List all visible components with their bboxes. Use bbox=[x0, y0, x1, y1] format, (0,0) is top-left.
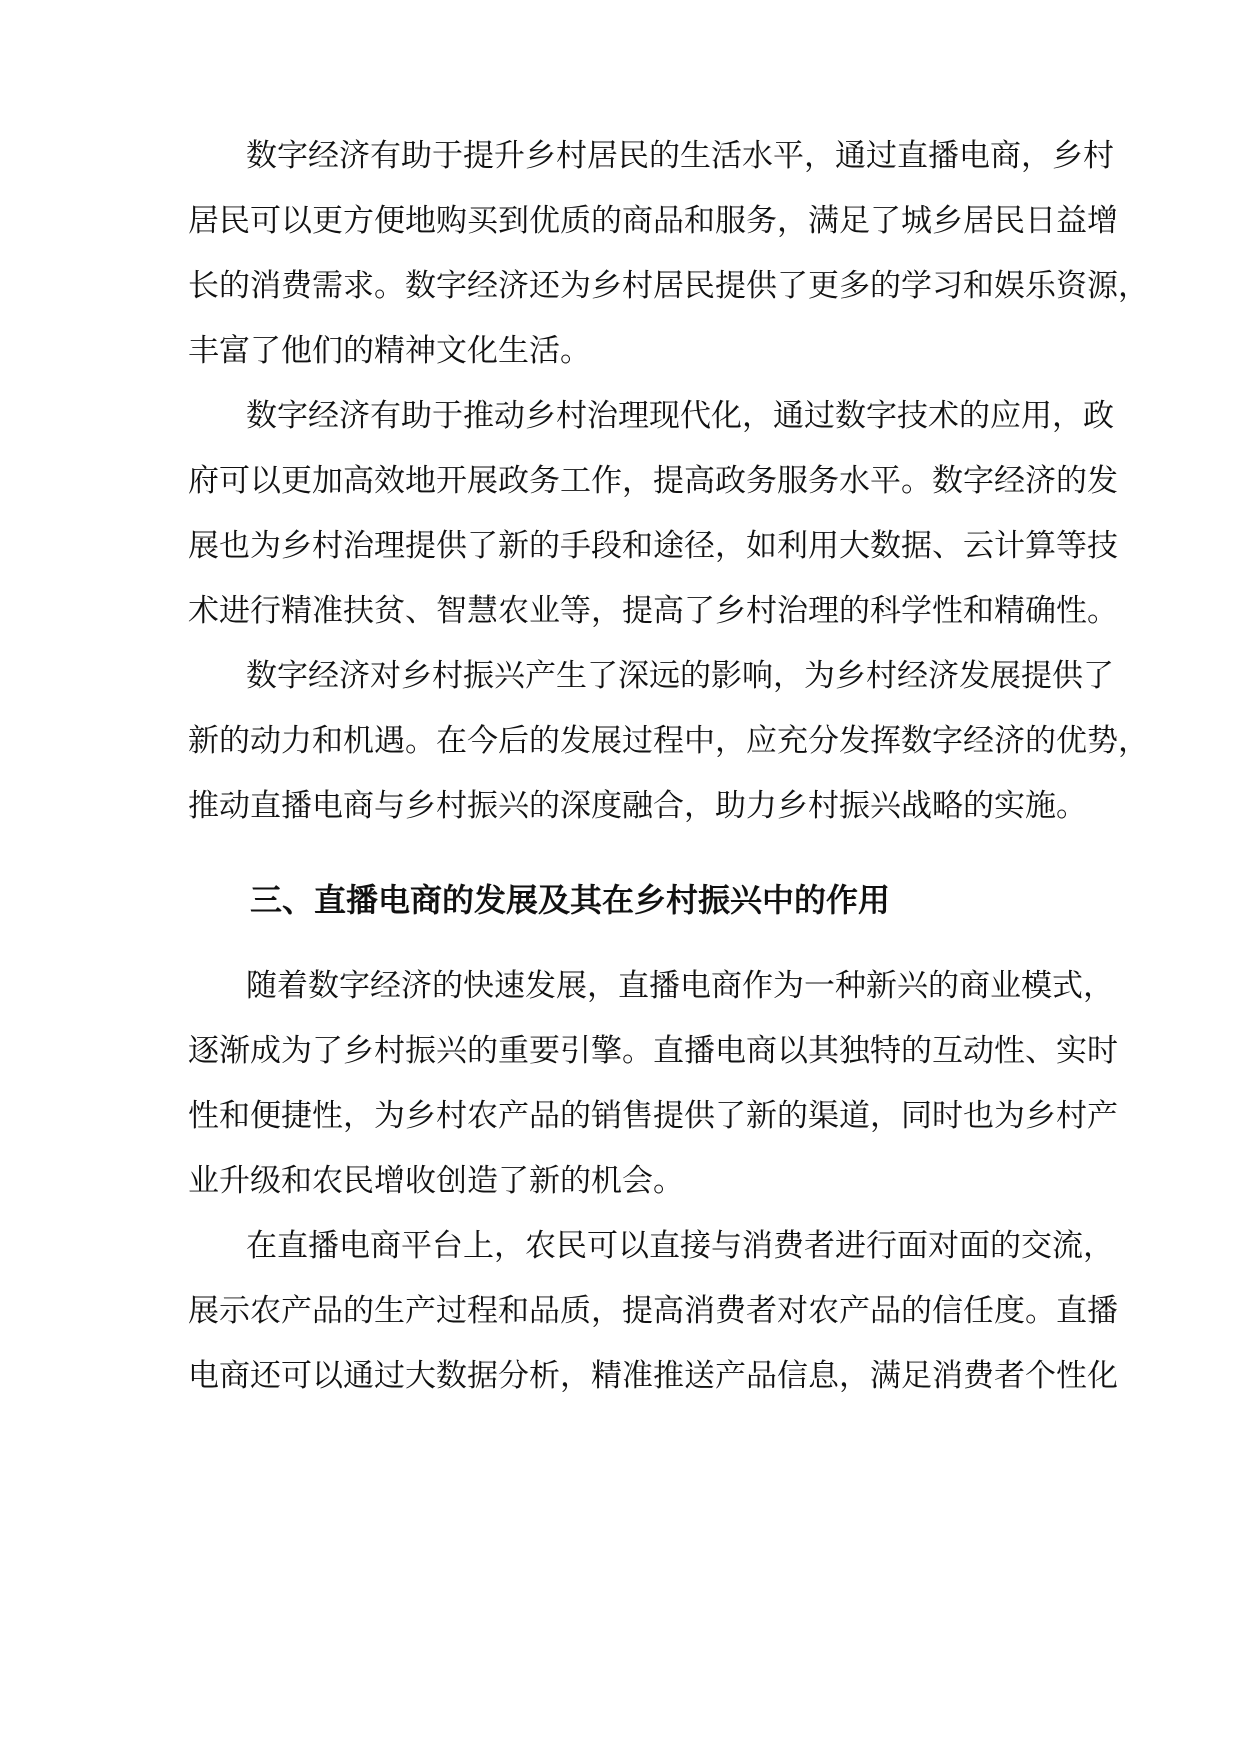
paragraph-line: 推动直播电商与乡村振兴的深度融合，助力乡村振兴战略的实施。 bbox=[188, 788, 1087, 824]
paragraph-line: 数字经济有助于提升乡村居民的生活水平，通过直播电商，乡村 bbox=[246, 138, 1114, 174]
paragraph-line: 术进行精准扶贫、智慧农业等，提高了乡村治理的科学性和精确性。 bbox=[188, 593, 1118, 629]
paragraph-line: 展也为乡村治理提供了新的手段和途径，如利用大数据、云计算等技 bbox=[188, 528, 1118, 564]
paragraph-line: 业升级和农民增收创造了新的机会。 bbox=[188, 1163, 684, 1199]
paragraph-line: 府可以更加高效地开展政务工作，提高政务服务水平。数字经济的发 bbox=[188, 463, 1118, 499]
paragraph-line: 数字经济对乡村振兴产生了深远的影响，为乡村经济发展提供了 bbox=[246, 658, 1114, 694]
paragraph-line: 数字经济有助于推动乡村治理现代化，通过数字技术的应用，政 bbox=[246, 398, 1114, 434]
paragraph-line: 展示农产品的生产过程和品质，提高消费者对农产品的信任度。直播 bbox=[188, 1293, 1118, 1329]
paragraph-line: 性和便捷性，为乡村农产品的销售提供了新的渠道，同时也为乡村产 bbox=[188, 1098, 1118, 1134]
paragraph-line: 随着数字经济的快速发展，直播电商作为一种新兴的商业模式， bbox=[246, 968, 1114, 1004]
paragraph-line: 逐渐成为了乡村振兴的重要引擎。直播电商以其独特的互动性、实时 bbox=[188, 1033, 1118, 1069]
paragraph-line: 在直播电商平台上，农民可以直接与消费者进行面对面的交流， bbox=[246, 1228, 1114, 1264]
paragraph-line: 丰富了他们的精神文化生活。 bbox=[188, 333, 591, 369]
paragraph-line: 居民可以更方便地购买到优质的商品和服务，满足了城乡居民日益增 bbox=[188, 203, 1118, 239]
paragraph-line: 长的消费需求。数字经济还为乡村居民提供了更多的学习和娱乐资源， bbox=[188, 268, 1149, 304]
paragraph-line: 电商还可以通过大数据分析，精准推送产品信息，满足消费者个性化 bbox=[188, 1358, 1118, 1394]
paragraph-line: 新的动力和机遇。在今后的发展过程中，应充分发挥数字经济的优势， bbox=[188, 723, 1149, 759]
section-heading: 三、直播电商的发展及其在乡村振兴中的作用 bbox=[250, 881, 891, 919]
